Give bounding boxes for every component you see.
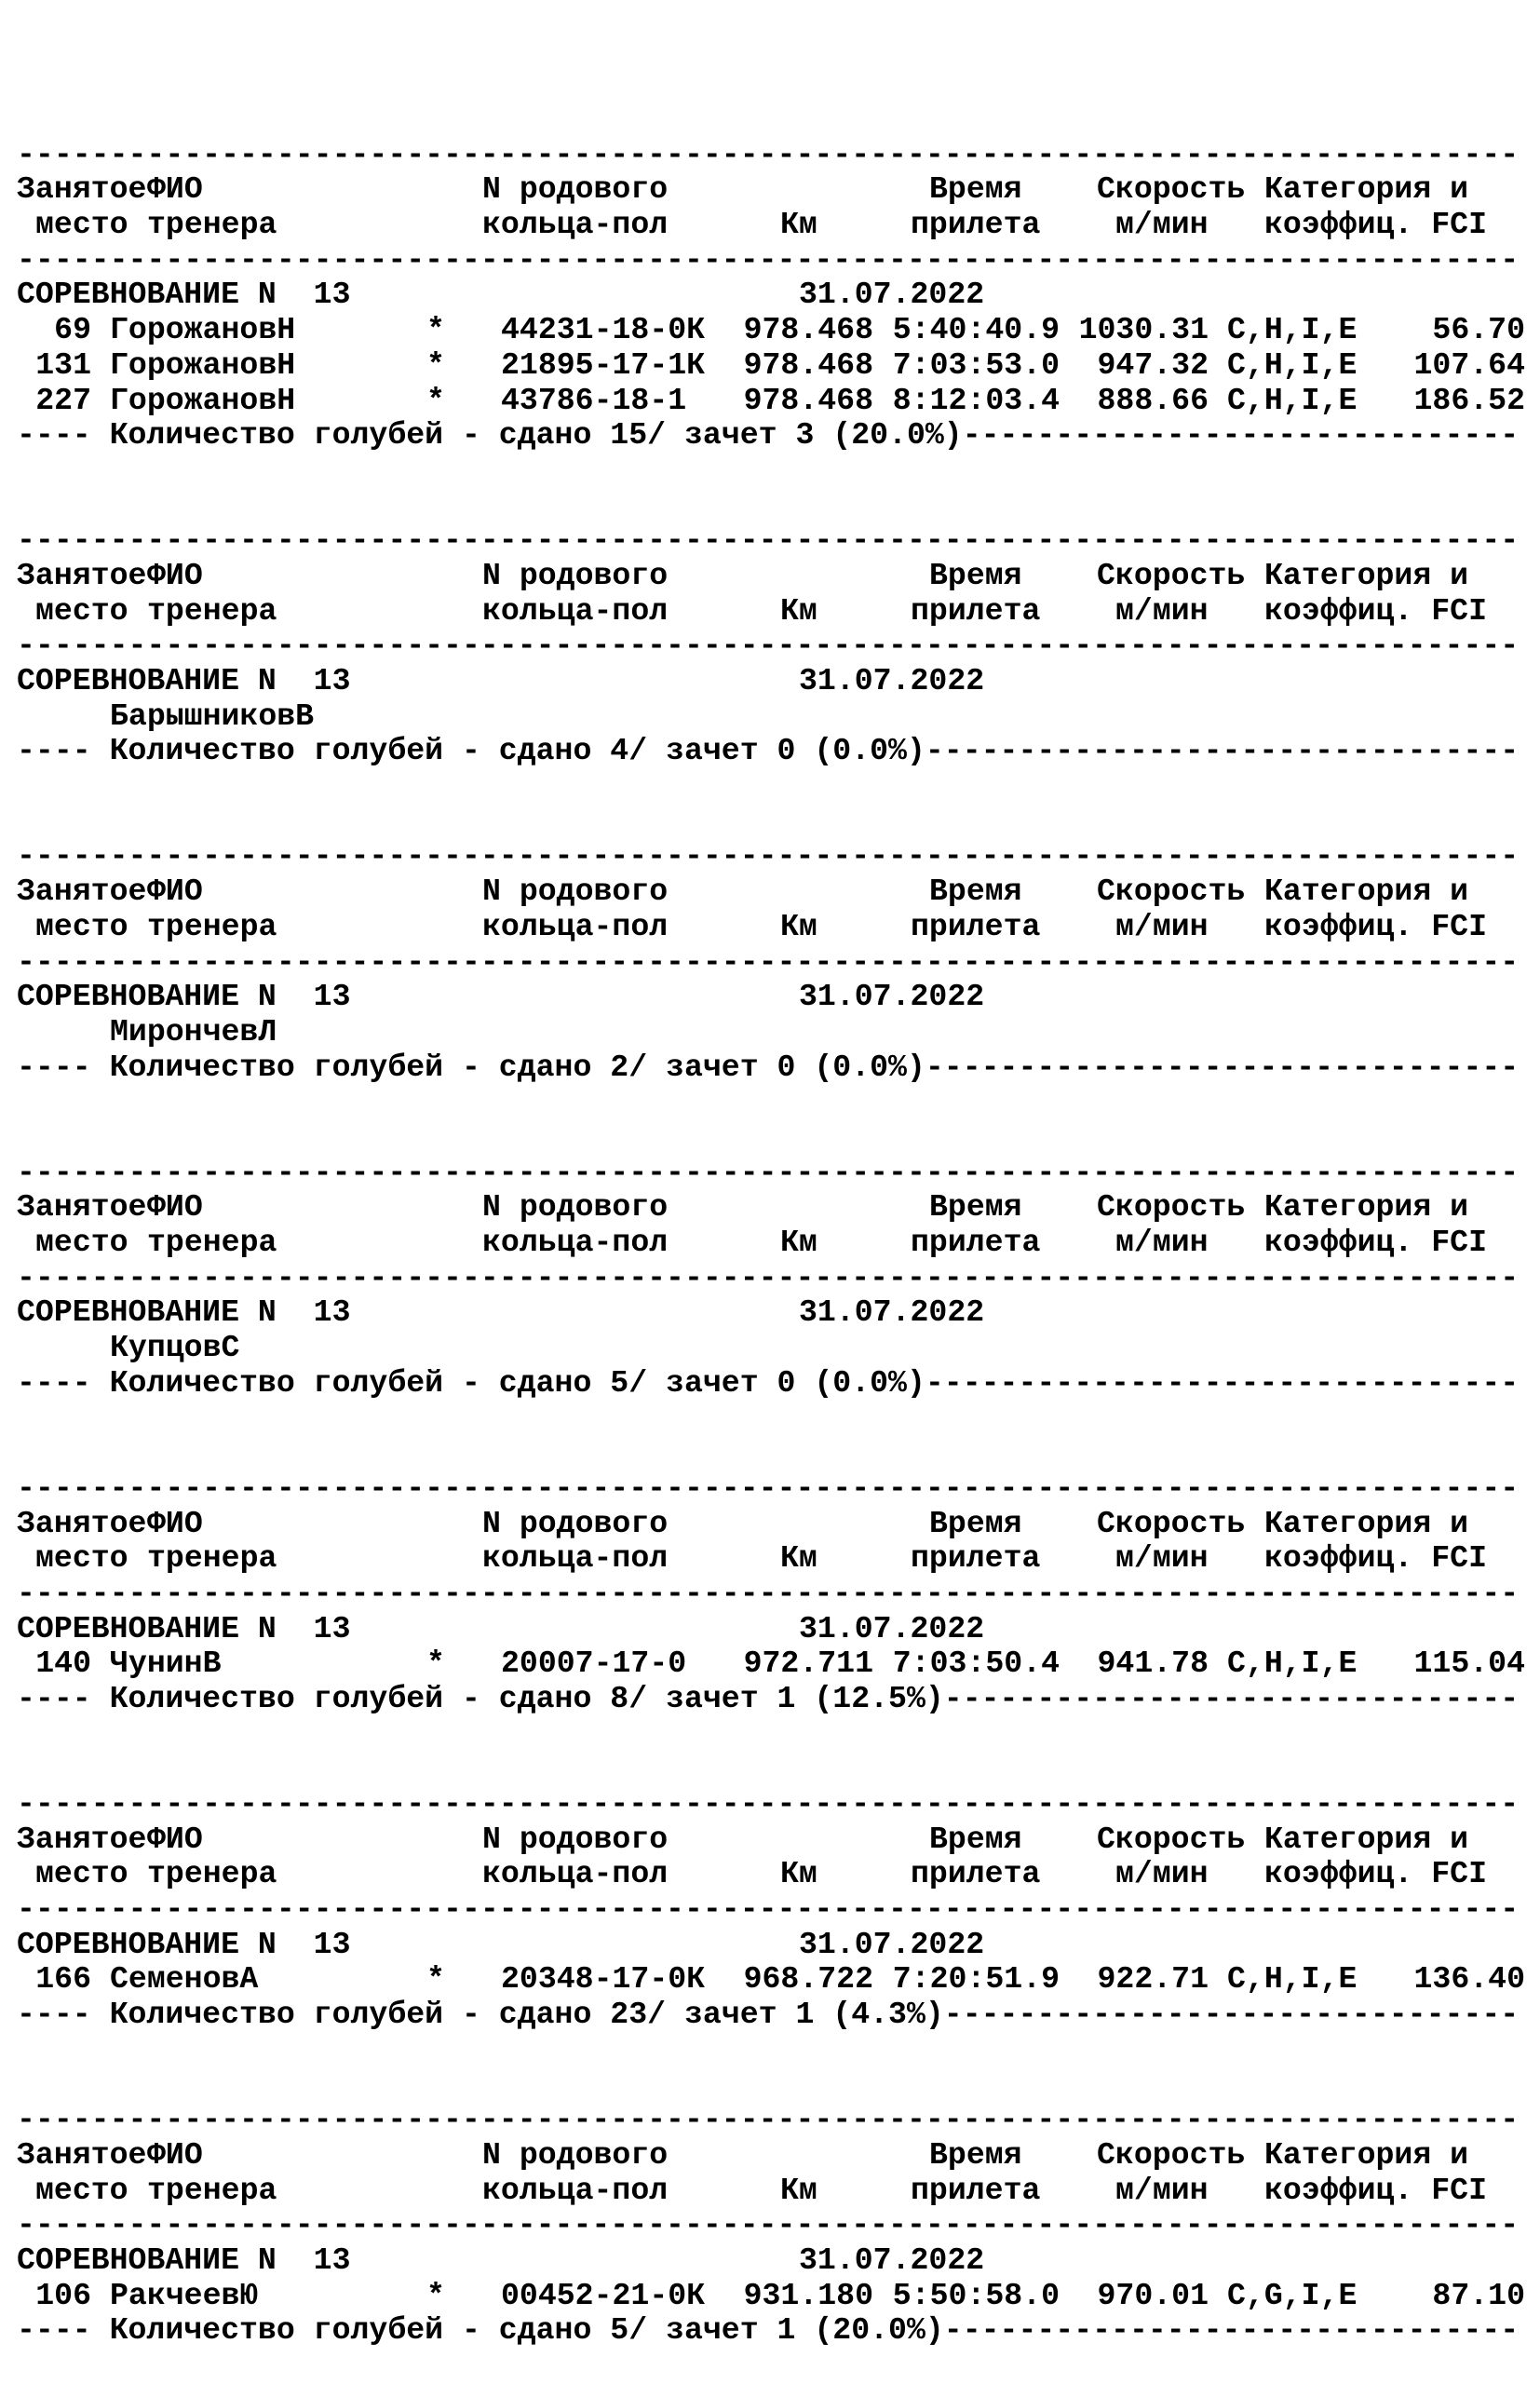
separator: --------------------------------------------------------------------------------- — [17, 1575, 1520, 1611]
header-place-2: место — [35, 1856, 128, 1892]
summary: ---- Количество голубей - сдано 8/ зачет 1 (12.5%)------------------------------- — [17, 1680, 1520, 1716]
ring-number: 21895-17-1К — [501, 346, 706, 383]
header-ring: N родового — [482, 1189, 669, 1226]
trainer-name: ЧунинВ — [110, 1646, 222, 1682]
category: C,H,I,E — [1227, 1961, 1358, 1998]
competition-label: СОРЕВНОВАНИЕ N 13 — [17, 277, 351, 313]
header-ring-2: кольца-пол — [482, 592, 669, 629]
header-fio-2: тренера — [147, 592, 277, 629]
fci-coef: 186.52 — [1413, 382, 1525, 418]
category: C,H,I,E — [1227, 382, 1358, 418]
star-mark: * — [426, 1961, 445, 1998]
speed: 888.66 — [1097, 382, 1209, 418]
place: 166 — [35, 1961, 91, 1998]
trainer-name: РакчеевЮ — [110, 2277, 259, 2313]
competition-date: 31.07.2022 — [799, 277, 985, 313]
header-place-2: место — [35, 1225, 128, 1260]
header-ring: N родового — [482, 171, 669, 208]
header-speed-2: м/мин — [1115, 908, 1209, 944]
header-speed: Скорость — [1097, 1189, 1246, 1226]
header-category-2: коэффиц. FCI — [1264, 1540, 1487, 1577]
header-km: Км — [780, 207, 817, 243]
header-fio-2: тренера — [147, 908, 277, 944]
distance-km: 978.468 — [743, 312, 873, 348]
fci-coef: 136.40 — [1413, 1961, 1525, 1998]
category: C,G,I,E — [1227, 2277, 1358, 2313]
separator: --------------------------------------------------------------------------------- — [17, 136, 1520, 172]
header-category-2: коэффиц. FCI — [1264, 1856, 1487, 1892]
place: 131 — [35, 346, 91, 383]
competition-date: 31.07.2022 — [799, 2242, 985, 2278]
summary: ---- Количество голубей - сдано 23/ зачет 1 (4.3%)------------------------------- — [17, 1997, 1520, 2033]
header-time-2: прилета — [911, 1225, 1041, 1260]
separator: --------------------------------------------------------------------------------- — [17, 522, 1520, 559]
header-place: Занятое — [17, 2136, 147, 2173]
arrival-time: 8:12:03.4 — [892, 382, 1060, 418]
speed: 947.32 — [1097, 346, 1209, 383]
separator: --------------------------------------------------------------------------------- — [17, 241, 1520, 278]
header-km: Км — [780, 592, 817, 629]
competition-date: 31.07.2022 — [799, 1610, 985, 1646]
header-ring: N родового — [482, 874, 669, 910]
trainer-name: ГорожановН — [110, 312, 296, 348]
arrival-time: 7:03:50.4 — [892, 1646, 1060, 1682]
header-category-2: коэффиц. FCI — [1264, 207, 1487, 243]
header-category: Категория и — [1264, 1821, 1469, 1857]
separator: --------------------------------------------------------------------------------- — [17, 1891, 1520, 1928]
header-ring-2: кольца-пол — [482, 1856, 669, 1892]
header-fio-2: тренера — [147, 2172, 277, 2208]
competition-date: 31.07.2022 — [799, 1926, 985, 1962]
header-ring: N родового — [482, 2136, 669, 2173]
trainer-name: СеменовА — [110, 1961, 259, 1998]
speed: 941.78 — [1097, 1646, 1209, 1682]
arrival-time: 5:40:40.9 — [892, 312, 1060, 348]
place: 69 — [54, 312, 91, 348]
distance-km: 968.722 — [743, 1961, 873, 1998]
header-speed-2: м/мин — [1115, 207, 1209, 243]
fci-coef: 107.64 — [1413, 346, 1525, 383]
separator: --------------------------------------------------------------------------------- — [17, 1786, 1520, 1822]
header-place-2: место — [35, 1540, 128, 1577]
header-ring: N родового — [482, 557, 669, 593]
summary: ---- Количество голубей - сдано 4/ зачет 0 (0.0%)-------------------------------- — [17, 733, 1520, 769]
header-fio-2: тренера — [147, 1225, 277, 1260]
coach-name: БарышниковВ — [110, 698, 315, 734]
header-km: Км — [780, 1856, 817, 1892]
summary: ---- Количество голубей - сдано 15/ зачет 3 (20.0%)------------------------------ — [17, 417, 1520, 454]
header-place-2: место — [35, 207, 128, 243]
distance-km: 972.711 — [743, 1646, 873, 1682]
header-time-2: прилета — [911, 592, 1041, 629]
header-place: Занятое — [17, 1821, 147, 1857]
header-time-2: прилета — [911, 1540, 1041, 1577]
header-time-2: прилета — [911, 207, 1041, 243]
speed: 922.71 — [1097, 1961, 1209, 1998]
header-time: Время — [929, 1505, 1022, 1541]
header-km: Км — [780, 1540, 817, 1577]
header-speed-2: м/мин — [1115, 1540, 1209, 1577]
coach-name: КупцовС — [110, 1330, 240, 1366]
ring-number: 44231-18-0К — [501, 312, 706, 348]
separator: --------------------------------------------------------------------------------- — [17, 628, 1520, 664]
header-category-2: коэффиц. FCI — [1264, 908, 1487, 944]
star-mark: * — [426, 346, 445, 383]
separator: --------------------------------------------------------------------------------- — [17, 838, 1520, 874]
competition-label: СОРЕВНОВАНИЕ N 13 — [17, 979, 351, 1015]
header-fio: ФИО — [147, 171, 203, 208]
separator: --------------------------------------------------------------------------------- — [17, 2207, 1520, 2243]
coach-name: МирончевЛ — [110, 1013, 277, 1050]
header-category: Категория и — [1264, 874, 1469, 910]
star-mark: * — [426, 1646, 445, 1682]
header-category: Категория и — [1264, 557, 1469, 593]
competition-date: 31.07.2022 — [799, 663, 985, 698]
header-speed-2: м/мин — [1115, 1225, 1209, 1260]
header-km: Км — [780, 908, 817, 944]
header-time: Время — [929, 874, 1022, 910]
header-time: Время — [929, 557, 1022, 593]
header-speed: Скорость — [1097, 171, 1246, 208]
header-fio: ФИО — [147, 557, 203, 593]
competition-label: СОРЕВНОВАНИЕ N 13 — [17, 2242, 351, 2278]
arrival-time: 7:20:51.9 — [892, 1961, 1060, 1998]
ring-number: 20007-17-0 — [501, 1646, 687, 1682]
header-fio-2: тренера — [147, 207, 277, 243]
separator: --------------------------------------------------------------------------------- — [17, 2102, 1520, 2138]
star-mark: * — [426, 382, 445, 418]
distance-km: 931.180 — [743, 2277, 873, 2313]
summary: ---- Количество голубей - сдано 2/ зачет 0 (0.0%)-------------------------------- — [17, 1049, 1520, 1085]
separator: --------------------------------------------------------------------------------- — [17, 1154, 1520, 1190]
header-fio-2: тренера — [147, 1856, 277, 1892]
header-time: Время — [929, 1821, 1022, 1857]
ring-number: 43786-18-1 — [501, 382, 687, 418]
header-speed: Скорость — [1097, 1505, 1246, 1541]
header-place: Занятое — [17, 1505, 147, 1541]
competition-label: СОРЕВНОВАНИЕ N 13 — [17, 1610, 351, 1646]
header-place: Занятое — [17, 171, 147, 208]
fci-coef: 115.04 — [1413, 1646, 1525, 1682]
header-speed: Скорость — [1097, 1821, 1246, 1857]
header-place-2: место — [35, 592, 128, 629]
header-fio: ФИО — [147, 1189, 203, 1226]
category: C,H,I,E — [1227, 346, 1358, 383]
header-category: Категория и — [1264, 1505, 1469, 1541]
header-place: Занятое — [17, 557, 147, 593]
header-km: Км — [780, 2172, 817, 2208]
place: 140 — [35, 1646, 91, 1682]
header-speed: Скорость — [1097, 557, 1246, 593]
header-ring-2: кольца-пол — [482, 2172, 669, 2208]
header-fio: ФИО — [147, 1821, 203, 1857]
arrival-time: 7:03:53.0 — [892, 346, 1060, 383]
competition-label: СОРЕВНОВАНИЕ N 13 — [17, 663, 351, 698]
header-ring: N родового — [482, 1505, 669, 1541]
header-ring-2: кольца-пол — [482, 1225, 669, 1260]
header-time: Время — [929, 1189, 1022, 1226]
competition-date: 31.07.2022 — [799, 979, 985, 1015]
distance-km: 978.468 — [743, 382, 873, 418]
header-time: Время — [929, 2136, 1022, 2173]
header-time: Время — [929, 171, 1022, 208]
header-fio: ФИО — [147, 1505, 203, 1541]
header-speed-2: м/мин — [1115, 1856, 1209, 1892]
category: C,H,I,E — [1227, 1646, 1358, 1682]
header-ring-2: кольца-пол — [482, 908, 669, 944]
ring-number: 20348-17-0К — [501, 1961, 706, 1998]
header-time-2: прилета — [911, 908, 1041, 944]
header-place: Занятое — [17, 1189, 147, 1226]
header-speed: Скорость — [1097, 874, 1246, 910]
header-ring-2: кольца-пол — [482, 1540, 669, 1577]
header-time-2: прилета — [911, 2172, 1041, 2208]
header-fio: ФИО — [147, 2136, 203, 2173]
distance-km: 978.468 — [743, 346, 873, 383]
star-mark: * — [426, 2277, 445, 2313]
place: 106 — [35, 2277, 91, 2313]
header-category-2: коэффиц. FCI — [1264, 1225, 1487, 1260]
competition-date: 31.07.2022 — [799, 1294, 985, 1331]
speed: 970.01 — [1097, 2277, 1209, 2313]
summary: ---- Количество голубей - сдано 5/ зачет 0 (0.0%)-------------------------------- — [17, 1364, 1520, 1401]
fci-coef: 56.70 — [1432, 312, 1525, 348]
header-km: Км — [780, 1225, 817, 1260]
trainer-name: ГорожановН — [110, 382, 296, 418]
header-category-2: коэффиц. FCI — [1264, 592, 1487, 629]
header-category: Категория и — [1264, 1189, 1469, 1226]
header-speed-2: м/мин — [1115, 2172, 1209, 2208]
header-place: Занятое — [17, 874, 147, 910]
competition-label: СОРЕВНОВАНИЕ N 13 — [17, 1926, 351, 1962]
header-ring-2: кольца-пол — [482, 207, 669, 243]
header-category: Категория и — [1264, 2136, 1469, 2173]
header-time-2: прилета — [911, 1856, 1041, 1892]
place: 227 — [35, 382, 91, 418]
trainer-name: ГорожановН — [110, 346, 296, 383]
header-speed-2: м/мин — [1115, 592, 1209, 629]
summary: ---- Количество голубей - сдано 5/ зачет 1 (20.0%)------------------------------- — [17, 2312, 1520, 2349]
category: C,H,I,E — [1227, 312, 1358, 348]
header-fio: ФИО — [147, 874, 203, 910]
header-fio-2: тренера — [147, 1540, 277, 1577]
header-category: Категория и — [1264, 171, 1469, 208]
header-place-2: место — [35, 908, 128, 944]
star-mark: * — [426, 312, 445, 348]
header-place-2: место — [35, 2172, 128, 2208]
header-ring: N родового — [482, 1821, 669, 1857]
header-category-2: коэффиц. FCI — [1264, 2172, 1487, 2208]
ring-number: 00452-21-0К — [501, 2277, 706, 2313]
header-speed: Скорость — [1097, 2136, 1246, 2173]
separator: --------------------------------------------------------------------------------- — [17, 943, 1520, 980]
fci-coef: 87.10 — [1432, 2277, 1525, 2313]
competition-label: СОРЕВНОВАНИЕ N 13 — [17, 1294, 351, 1331]
speed: 1030.31 — [1078, 312, 1209, 348]
separator: --------------------------------------------------------------------------------- — [17, 1259, 1520, 1295]
arrival-time: 5:50:58.0 — [892, 2277, 1060, 2313]
separator: --------------------------------------------------------------------------------- — [17, 1470, 1520, 1506]
